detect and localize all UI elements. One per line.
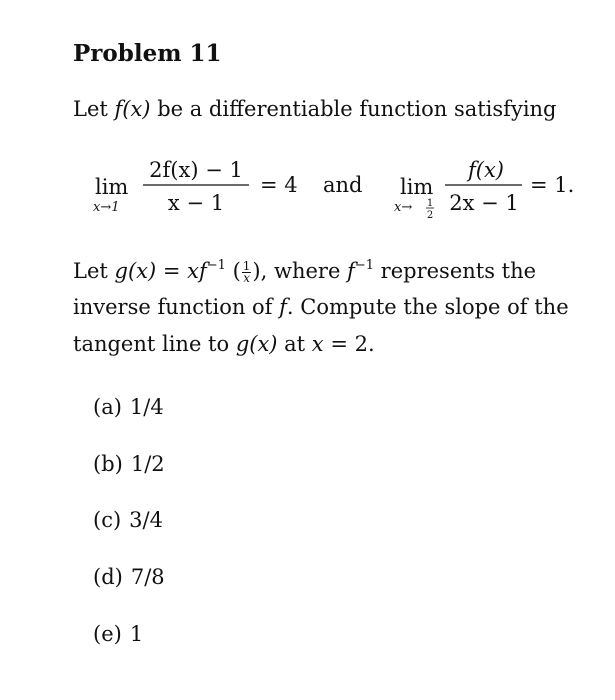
line3-middle: at — [277, 332, 312, 356]
lim2-word: lim — [400, 175, 434, 199]
option-label: (b) — [93, 452, 123, 476]
option-a[interactable] — [93, 395, 164, 419]
line3-prefix: tangent line to — [73, 332, 236, 356]
def-frac-den: x — [243, 271, 250, 285]
lim2-sub-num: 1 — [426, 198, 434, 209]
def-paren-open: ( — [225, 259, 241, 283]
option-value: 1 — [129, 622, 144, 646]
option-label: (d) — [93, 565, 123, 589]
limit-equations — [0, 150, 615, 230]
line2-prefix: inverse function of — [73, 295, 280, 319]
line3-gx: g(x) — [235, 332, 278, 356]
tangent-line — [73, 332, 375, 356]
option-label: (e) — [93, 622, 122, 646]
lim1-sub: x→1 — [93, 200, 120, 215]
lim1-numerator: 2f(x) − 1 — [149, 158, 243, 182]
intro-fx: f(x) — [114, 97, 151, 121]
lim2-sub: x→ — [394, 200, 413, 215]
lim2-denominator: 2x − 1 — [449, 191, 519, 215]
option-b[interactable] — [93, 452, 165, 476]
def-prefix: Let — [73, 259, 115, 283]
option-label: (a) — [93, 395, 122, 419]
option-e[interactable] — [93, 622, 143, 646]
def-sup2: −1 — [354, 258, 374, 273]
line3-suffix: = 2. — [323, 332, 375, 356]
option-value: 1/4 — [129, 395, 164, 419]
problem-title: Problem 11 — [73, 40, 222, 67]
line2-suffix: . Compute the slope of the — [286, 295, 569, 319]
and-connector: and — [323, 173, 363, 197]
line3-x: x — [311, 332, 324, 356]
lim1-rhs: = 4 — [260, 173, 298, 197]
def-f: f — [347, 259, 355, 283]
lim2-sub-den: 2 — [426, 210, 434, 221]
lim1-word: lim — [95, 175, 129, 199]
intro-prefix: Let — [73, 97, 115, 121]
option-value: 3/4 — [129, 508, 163, 532]
def-paren-close: ), — [252, 259, 268, 283]
def-lhs: g(x) = xf — [114, 259, 207, 283]
intro-line — [73, 97, 557, 121]
option-d[interactable] — [93, 565, 165, 589]
option-value: 7/8 — [130, 565, 165, 589]
option-c[interactable] — [93, 508, 163, 532]
def-suffix: represents the — [374, 259, 537, 283]
lim2-numerator: f(x) — [467, 158, 505, 182]
def-inline-fraction — [242, 261, 252, 284]
intro-suffix: be a differentiable function satisfying — [150, 97, 557, 121]
inverse-line — [73, 295, 569, 319]
def-frac-num: 1 — [242, 259, 251, 273]
lim1-denominator: x − 1 — [167, 191, 225, 215]
def-middle: where — [267, 259, 348, 283]
lim2-rhs: = 1. — [530, 173, 575, 197]
line2-f: f — [279, 295, 287, 319]
option-value: 1/2 — [130, 452, 165, 476]
definition-line — [73, 258, 536, 284]
def-sup: −1 — [206, 258, 226, 273]
option-label: (c) — [93, 508, 122, 532]
